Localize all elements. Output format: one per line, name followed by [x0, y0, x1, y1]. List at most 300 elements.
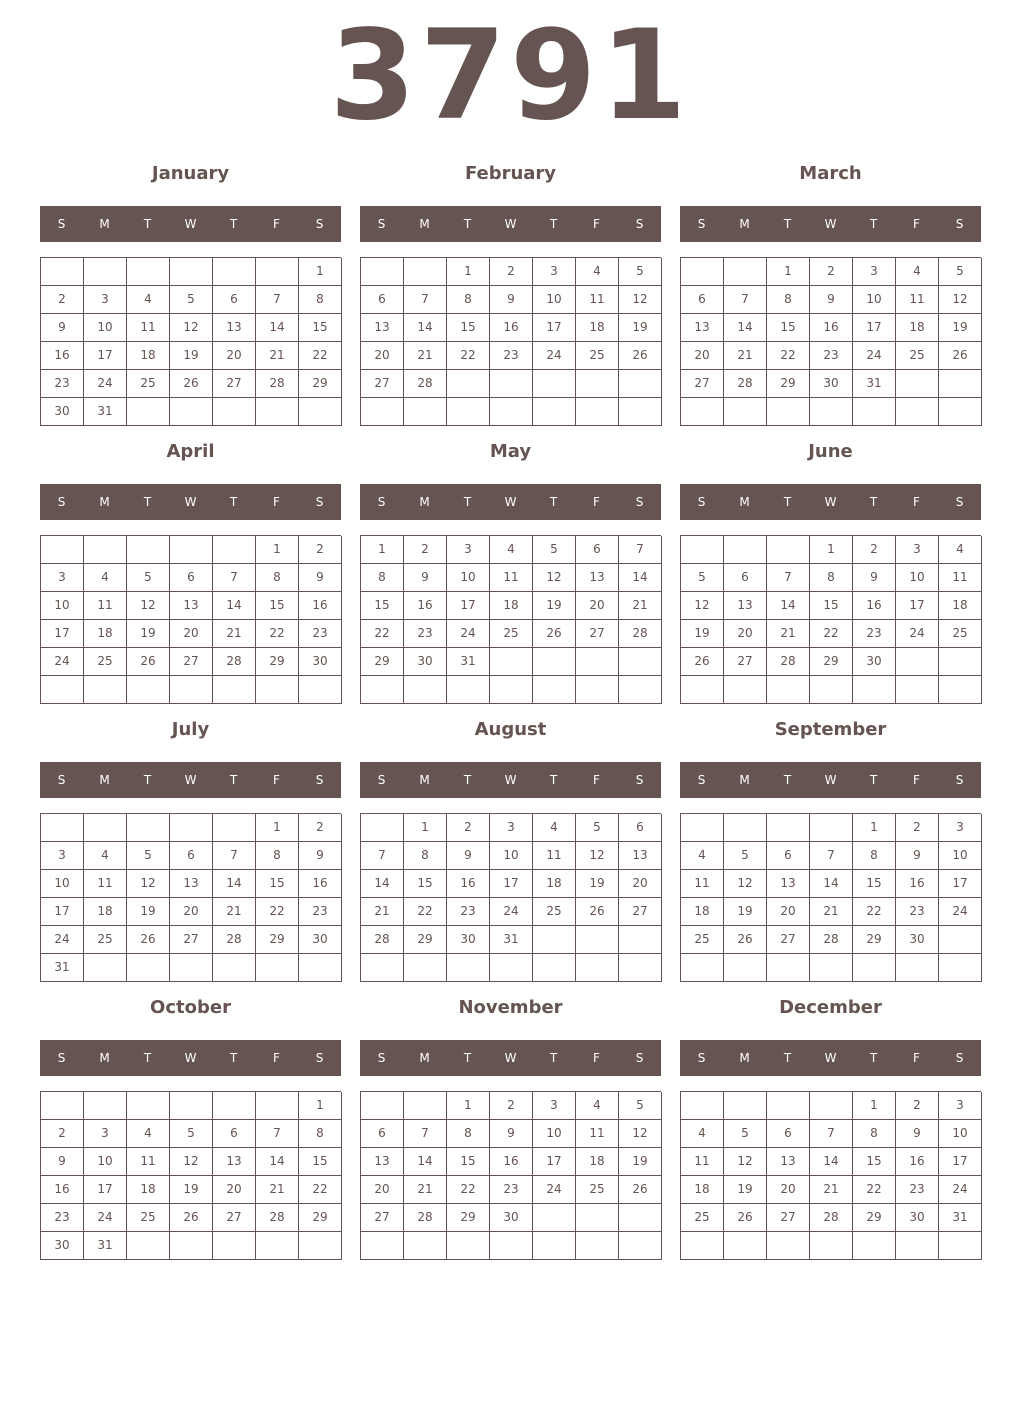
day-cell: 13 — [576, 564, 619, 592]
month-january — [40, 160, 341, 430]
day-cell: 7 — [619, 536, 662, 564]
day-cell: 15 — [767, 314, 810, 342]
weekday-label: M — [739, 217, 750, 231]
day-cell: 4 — [127, 286, 170, 314]
day-cell: 2 — [404, 536, 447, 564]
weekday-label: S — [697, 217, 706, 231]
day-grid — [360, 257, 661, 426]
day-cell: 15 — [447, 314, 490, 342]
weekday-label: W — [824, 495, 837, 509]
weekday-label: T — [783, 217, 792, 231]
day-cell: 6 — [361, 1120, 404, 1148]
day-cell: 18 — [681, 898, 724, 926]
day-cell: 21 — [619, 592, 662, 620]
day-cell: 25 — [490, 620, 533, 648]
day-cell: 21 — [361, 898, 404, 926]
weekday-label: S — [57, 495, 66, 509]
day-cell: 17 — [84, 1176, 127, 1204]
weekday-label: S — [955, 217, 964, 231]
empty-cell — [361, 398, 404, 426]
empty-cell — [681, 536, 724, 564]
day-cell: 23 — [896, 898, 939, 926]
day-cell: 8 — [767, 286, 810, 314]
day-cell: 26 — [170, 370, 213, 398]
day-cell: 1 — [404, 814, 447, 842]
day-cell: 3 — [896, 536, 939, 564]
day-cell: 24 — [853, 342, 896, 370]
empty-cell — [41, 676, 84, 704]
weekday-label: S — [315, 217, 324, 231]
empty-cell — [213, 954, 256, 982]
day-cell: 22 — [256, 898, 299, 926]
day-cell: 10 — [84, 314, 127, 342]
day-cell: 23 — [404, 620, 447, 648]
day-cell: 9 — [490, 1120, 533, 1148]
day-cell: 4 — [533, 814, 576, 842]
day-cell: 4 — [939, 536, 982, 564]
day-cell: 6 — [767, 1120, 810, 1148]
month-name: March — [799, 163, 862, 184]
empty-cell — [724, 536, 767, 564]
empty-cell — [896, 954, 939, 982]
empty-cell — [213, 1232, 256, 1260]
day-cell: 7 — [213, 564, 256, 592]
weekday-label: W — [184, 773, 197, 787]
day-cell: 20 — [576, 592, 619, 620]
weekday-label: T — [869, 1051, 878, 1065]
day-cell: 14 — [810, 1148, 853, 1176]
day-cell: 27 — [361, 1204, 404, 1232]
day-cell: 1 — [853, 814, 896, 842]
day-cell: 16 — [490, 1148, 533, 1176]
day-cell: 4 — [490, 536, 533, 564]
day-cell: 22 — [447, 342, 490, 370]
empty-cell — [767, 676, 810, 704]
empty-cell — [619, 1232, 662, 1260]
day-cell: 24 — [84, 1204, 127, 1232]
empty-cell — [619, 676, 662, 704]
empty-cell — [681, 954, 724, 982]
empty-cell — [619, 926, 662, 954]
day-cell: 4 — [84, 564, 127, 592]
empty-cell — [619, 954, 662, 982]
day-cell: 5 — [681, 564, 724, 592]
empty-cell — [490, 954, 533, 982]
empty-cell — [256, 398, 299, 426]
day-cell: 7 — [404, 1120, 447, 1148]
day-cell: 4 — [896, 258, 939, 286]
day-cell: 24 — [533, 342, 576, 370]
day-cell: 8 — [810, 564, 853, 592]
day-cell: 25 — [127, 1204, 170, 1232]
day-cell: 14 — [361, 870, 404, 898]
day-cell: 21 — [213, 620, 256, 648]
empty-cell — [490, 1232, 533, 1260]
day-cell: 2 — [853, 536, 896, 564]
day-cell: 29 — [447, 1204, 490, 1232]
weekday-label: F — [593, 773, 600, 787]
day-cell: 12 — [170, 314, 213, 342]
empty-cell — [896, 676, 939, 704]
day-cell: 11 — [681, 870, 724, 898]
day-cell: 17 — [41, 898, 84, 926]
weekday-label: S — [635, 217, 644, 231]
day-cell: 2 — [41, 286, 84, 314]
empty-cell — [256, 1232, 299, 1260]
empty-cell — [810, 1092, 853, 1120]
weekday-label: S — [697, 773, 706, 787]
day-cell: 9 — [447, 842, 490, 870]
empty-cell — [724, 814, 767, 842]
day-cell: 9 — [41, 314, 84, 342]
weekday-label: T — [549, 1051, 558, 1065]
day-cell: 14 — [810, 870, 853, 898]
day-cell: 5 — [619, 1092, 662, 1120]
day-cell: 7 — [256, 1120, 299, 1148]
day-cell: 13 — [170, 592, 213, 620]
weekday-label: S — [57, 1051, 66, 1065]
empty-cell — [213, 398, 256, 426]
weekday-label: S — [697, 495, 706, 509]
empty-cell — [810, 954, 853, 982]
weekday-label: W — [824, 773, 837, 787]
day-cell: 2 — [447, 814, 490, 842]
day-cell: 18 — [533, 870, 576, 898]
weekday-label: M — [739, 495, 750, 509]
day-cell: 19 — [533, 592, 576, 620]
day-grid — [40, 1091, 341, 1260]
day-cell: 12 — [681, 592, 724, 620]
empty-cell — [490, 648, 533, 676]
month-name: November — [458, 997, 563, 1018]
day-cell: 16 — [404, 592, 447, 620]
day-cell: 24 — [84, 370, 127, 398]
day-cell: 11 — [84, 592, 127, 620]
day-cell: 11 — [84, 870, 127, 898]
day-cell: 22 — [299, 1176, 342, 1204]
empty-cell — [213, 1092, 256, 1120]
day-cell: 3 — [853, 258, 896, 286]
day-grid — [360, 535, 661, 704]
empty-cell — [404, 398, 447, 426]
day-cell: 16 — [299, 870, 342, 898]
day-cell: 3 — [490, 814, 533, 842]
day-cell: 3 — [533, 258, 576, 286]
day-cell: 29 — [810, 648, 853, 676]
day-cell: 4 — [576, 1092, 619, 1120]
day-cell: 5 — [533, 536, 576, 564]
day-cell: 28 — [404, 370, 447, 398]
weekday-label: W — [504, 1051, 517, 1065]
weekday-label: W — [184, 217, 197, 231]
day-cell: 26 — [170, 1204, 213, 1232]
day-cell: 7 — [810, 842, 853, 870]
day-cell: 28 — [213, 648, 256, 676]
day-grid — [680, 813, 981, 982]
empty-cell — [127, 1092, 170, 1120]
day-cell: 10 — [896, 564, 939, 592]
day-cell: 25 — [533, 898, 576, 926]
day-cell: 29 — [256, 648, 299, 676]
day-cell: 5 — [724, 1120, 767, 1148]
empty-cell — [896, 1232, 939, 1260]
day-cell: 18 — [84, 620, 127, 648]
day-cell: 19 — [170, 342, 213, 370]
weekday-header — [360, 762, 661, 798]
empty-cell — [361, 954, 404, 982]
weekday-label: T — [463, 495, 472, 509]
day-cell: 10 — [853, 286, 896, 314]
day-cell: 3 — [939, 1092, 982, 1120]
day-cell: 17 — [41, 620, 84, 648]
month-september — [680, 716, 981, 986]
empty-cell — [533, 1232, 576, 1260]
day-cell: 24 — [41, 648, 84, 676]
day-cell: 30 — [447, 926, 490, 954]
empty-cell — [939, 926, 982, 954]
day-cell: 27 — [724, 648, 767, 676]
day-cell: 1 — [299, 258, 342, 286]
day-cell: 16 — [490, 314, 533, 342]
empty-cell — [533, 1204, 576, 1232]
day-cell: 1 — [256, 536, 299, 564]
empty-cell — [127, 258, 170, 286]
day-cell: 11 — [127, 314, 170, 342]
day-cell: 10 — [939, 842, 982, 870]
day-cell: 28 — [724, 370, 767, 398]
day-cell: 27 — [213, 370, 256, 398]
day-cell: 29 — [853, 1204, 896, 1232]
day-cell: 10 — [533, 286, 576, 314]
empty-cell — [619, 648, 662, 676]
day-cell: 31 — [84, 398, 127, 426]
month-name: July — [171, 719, 210, 740]
weekday-label: T — [143, 1051, 152, 1065]
day-cell: 17 — [939, 870, 982, 898]
day-cell: 4 — [127, 1120, 170, 1148]
day-cell: 20 — [170, 620, 213, 648]
day-cell: 19 — [127, 620, 170, 648]
day-cell: 5 — [127, 564, 170, 592]
weekday-label: W — [824, 1051, 837, 1065]
day-cell: 29 — [853, 926, 896, 954]
month-june — [680, 438, 981, 708]
day-cell: 22 — [810, 620, 853, 648]
weekday-label: W — [184, 1051, 197, 1065]
day-cell: 30 — [896, 926, 939, 954]
day-cell: 28 — [361, 926, 404, 954]
day-cell: 30 — [896, 1204, 939, 1232]
day-cell: 24 — [939, 1176, 982, 1204]
day-cell: 15 — [810, 592, 853, 620]
day-cell: 14 — [213, 870, 256, 898]
empty-cell — [896, 398, 939, 426]
weekday-label: S — [315, 1051, 324, 1065]
day-cell: 14 — [404, 314, 447, 342]
day-cell: 29 — [299, 1204, 342, 1232]
empty-cell — [853, 1232, 896, 1260]
weekday-label: S — [57, 217, 66, 231]
day-cell: 9 — [41, 1148, 84, 1176]
day-cell: 17 — [939, 1148, 982, 1176]
empty-cell — [576, 676, 619, 704]
day-cell: 16 — [41, 342, 84, 370]
day-cell: 16 — [41, 1176, 84, 1204]
month-name: September — [774, 719, 887, 740]
day-cell: 25 — [576, 1176, 619, 1204]
empty-cell — [681, 1092, 724, 1120]
empty-cell — [681, 676, 724, 704]
empty-cell — [533, 926, 576, 954]
month-october — [40, 994, 341, 1264]
day-cell: 18 — [576, 1148, 619, 1176]
day-cell: 28 — [810, 926, 853, 954]
day-cell: 5 — [724, 842, 767, 870]
day-cell: 5 — [170, 1120, 213, 1148]
day-cell: 29 — [299, 370, 342, 398]
day-cell: 5 — [127, 842, 170, 870]
day-cell: 9 — [299, 564, 342, 592]
weekday-label: F — [593, 495, 600, 509]
day-cell: 1 — [256, 814, 299, 842]
weekday-label: M — [99, 1051, 110, 1065]
day-cell: 10 — [84, 1148, 127, 1176]
day-cell: 6 — [213, 1120, 256, 1148]
day-grid — [40, 535, 341, 704]
day-cell: 15 — [299, 314, 342, 342]
empty-cell — [576, 1232, 619, 1260]
day-cell: 12 — [127, 870, 170, 898]
day-cell: 12 — [619, 1120, 662, 1148]
weekday-label: M — [419, 495, 430, 509]
day-cell: 10 — [41, 592, 84, 620]
day-cell: 19 — [724, 1176, 767, 1204]
day-cell: 12 — [939, 286, 982, 314]
day-cell: 24 — [490, 898, 533, 926]
empty-cell — [41, 1092, 84, 1120]
day-cell: 19 — [127, 898, 170, 926]
day-cell: 13 — [213, 1148, 256, 1176]
day-cell: 30 — [810, 370, 853, 398]
day-cell: 23 — [490, 1176, 533, 1204]
month-march — [680, 160, 981, 430]
day-cell: 12 — [170, 1148, 213, 1176]
empty-cell — [404, 258, 447, 286]
weekday-header — [680, 762, 981, 798]
day-cell: 31 — [447, 648, 490, 676]
month-name: January — [151, 163, 230, 184]
day-cell: 19 — [939, 314, 982, 342]
day-cell: 16 — [853, 592, 896, 620]
day-cell: 21 — [256, 1176, 299, 1204]
day-cell: 28 — [619, 620, 662, 648]
weekday-header — [360, 206, 661, 242]
month-name: April — [166, 441, 215, 462]
day-cell: 29 — [767, 370, 810, 398]
weekday-label: S — [955, 773, 964, 787]
empty-cell — [256, 258, 299, 286]
day-cell: 18 — [127, 1176, 170, 1204]
empty-cell — [170, 954, 213, 982]
day-cell: 30 — [299, 926, 342, 954]
empty-cell — [767, 1232, 810, 1260]
day-cell: 27 — [767, 1204, 810, 1232]
day-cell: 12 — [576, 842, 619, 870]
empty-cell — [576, 370, 619, 398]
month-name: August — [474, 719, 547, 740]
day-cell: 13 — [724, 592, 767, 620]
day-cell: 4 — [576, 258, 619, 286]
weekday-label: T — [143, 773, 152, 787]
weekday-label: T — [229, 495, 238, 509]
empty-cell — [681, 1232, 724, 1260]
day-cell: 2 — [299, 536, 342, 564]
empty-cell — [724, 676, 767, 704]
weekday-header — [680, 484, 981, 520]
weekday-label: F — [273, 773, 280, 787]
day-cell: 31 — [490, 926, 533, 954]
day-cell: 25 — [127, 370, 170, 398]
empty-cell — [256, 676, 299, 704]
weekday-label: S — [697, 1051, 706, 1065]
month-february — [360, 160, 661, 430]
empty-cell — [447, 1232, 490, 1260]
day-cell: 10 — [533, 1120, 576, 1148]
day-cell: 19 — [576, 870, 619, 898]
day-cell: 3 — [41, 564, 84, 592]
empty-cell — [84, 814, 127, 842]
empty-cell — [576, 648, 619, 676]
day-cell: 27 — [619, 898, 662, 926]
day-cell: 18 — [84, 898, 127, 926]
empty-cell — [213, 536, 256, 564]
empty-cell — [767, 814, 810, 842]
day-cell: 18 — [490, 592, 533, 620]
day-cell: 23 — [896, 1176, 939, 1204]
day-cell: 9 — [896, 1120, 939, 1148]
weekday-label: M — [739, 773, 750, 787]
weekday-label: S — [377, 1051, 386, 1065]
day-cell: 27 — [681, 370, 724, 398]
weekday-label: T — [869, 217, 878, 231]
day-cell: 2 — [896, 814, 939, 842]
weekday-label: F — [913, 495, 920, 509]
day-cell: 22 — [853, 1176, 896, 1204]
empty-cell — [810, 676, 853, 704]
day-cell: 12 — [619, 286, 662, 314]
empty-cell — [404, 954, 447, 982]
day-cell: 6 — [681, 286, 724, 314]
weekday-label: T — [229, 773, 238, 787]
empty-cell — [810, 1232, 853, 1260]
day-cell: 30 — [299, 648, 342, 676]
weekday-label: M — [99, 495, 110, 509]
weekday-label: M — [419, 1051, 430, 1065]
day-cell: 24 — [41, 926, 84, 954]
empty-cell — [127, 676, 170, 704]
day-cell: 24 — [447, 620, 490, 648]
day-cell: 21 — [810, 898, 853, 926]
weekday-label: F — [273, 217, 280, 231]
day-cell: 20 — [170, 898, 213, 926]
day-cell: 24 — [896, 620, 939, 648]
empty-cell — [41, 814, 84, 842]
empty-cell — [404, 1092, 447, 1120]
day-cell: 16 — [447, 870, 490, 898]
empty-cell — [41, 536, 84, 564]
day-cell: 25 — [84, 926, 127, 954]
empty-cell — [767, 398, 810, 426]
